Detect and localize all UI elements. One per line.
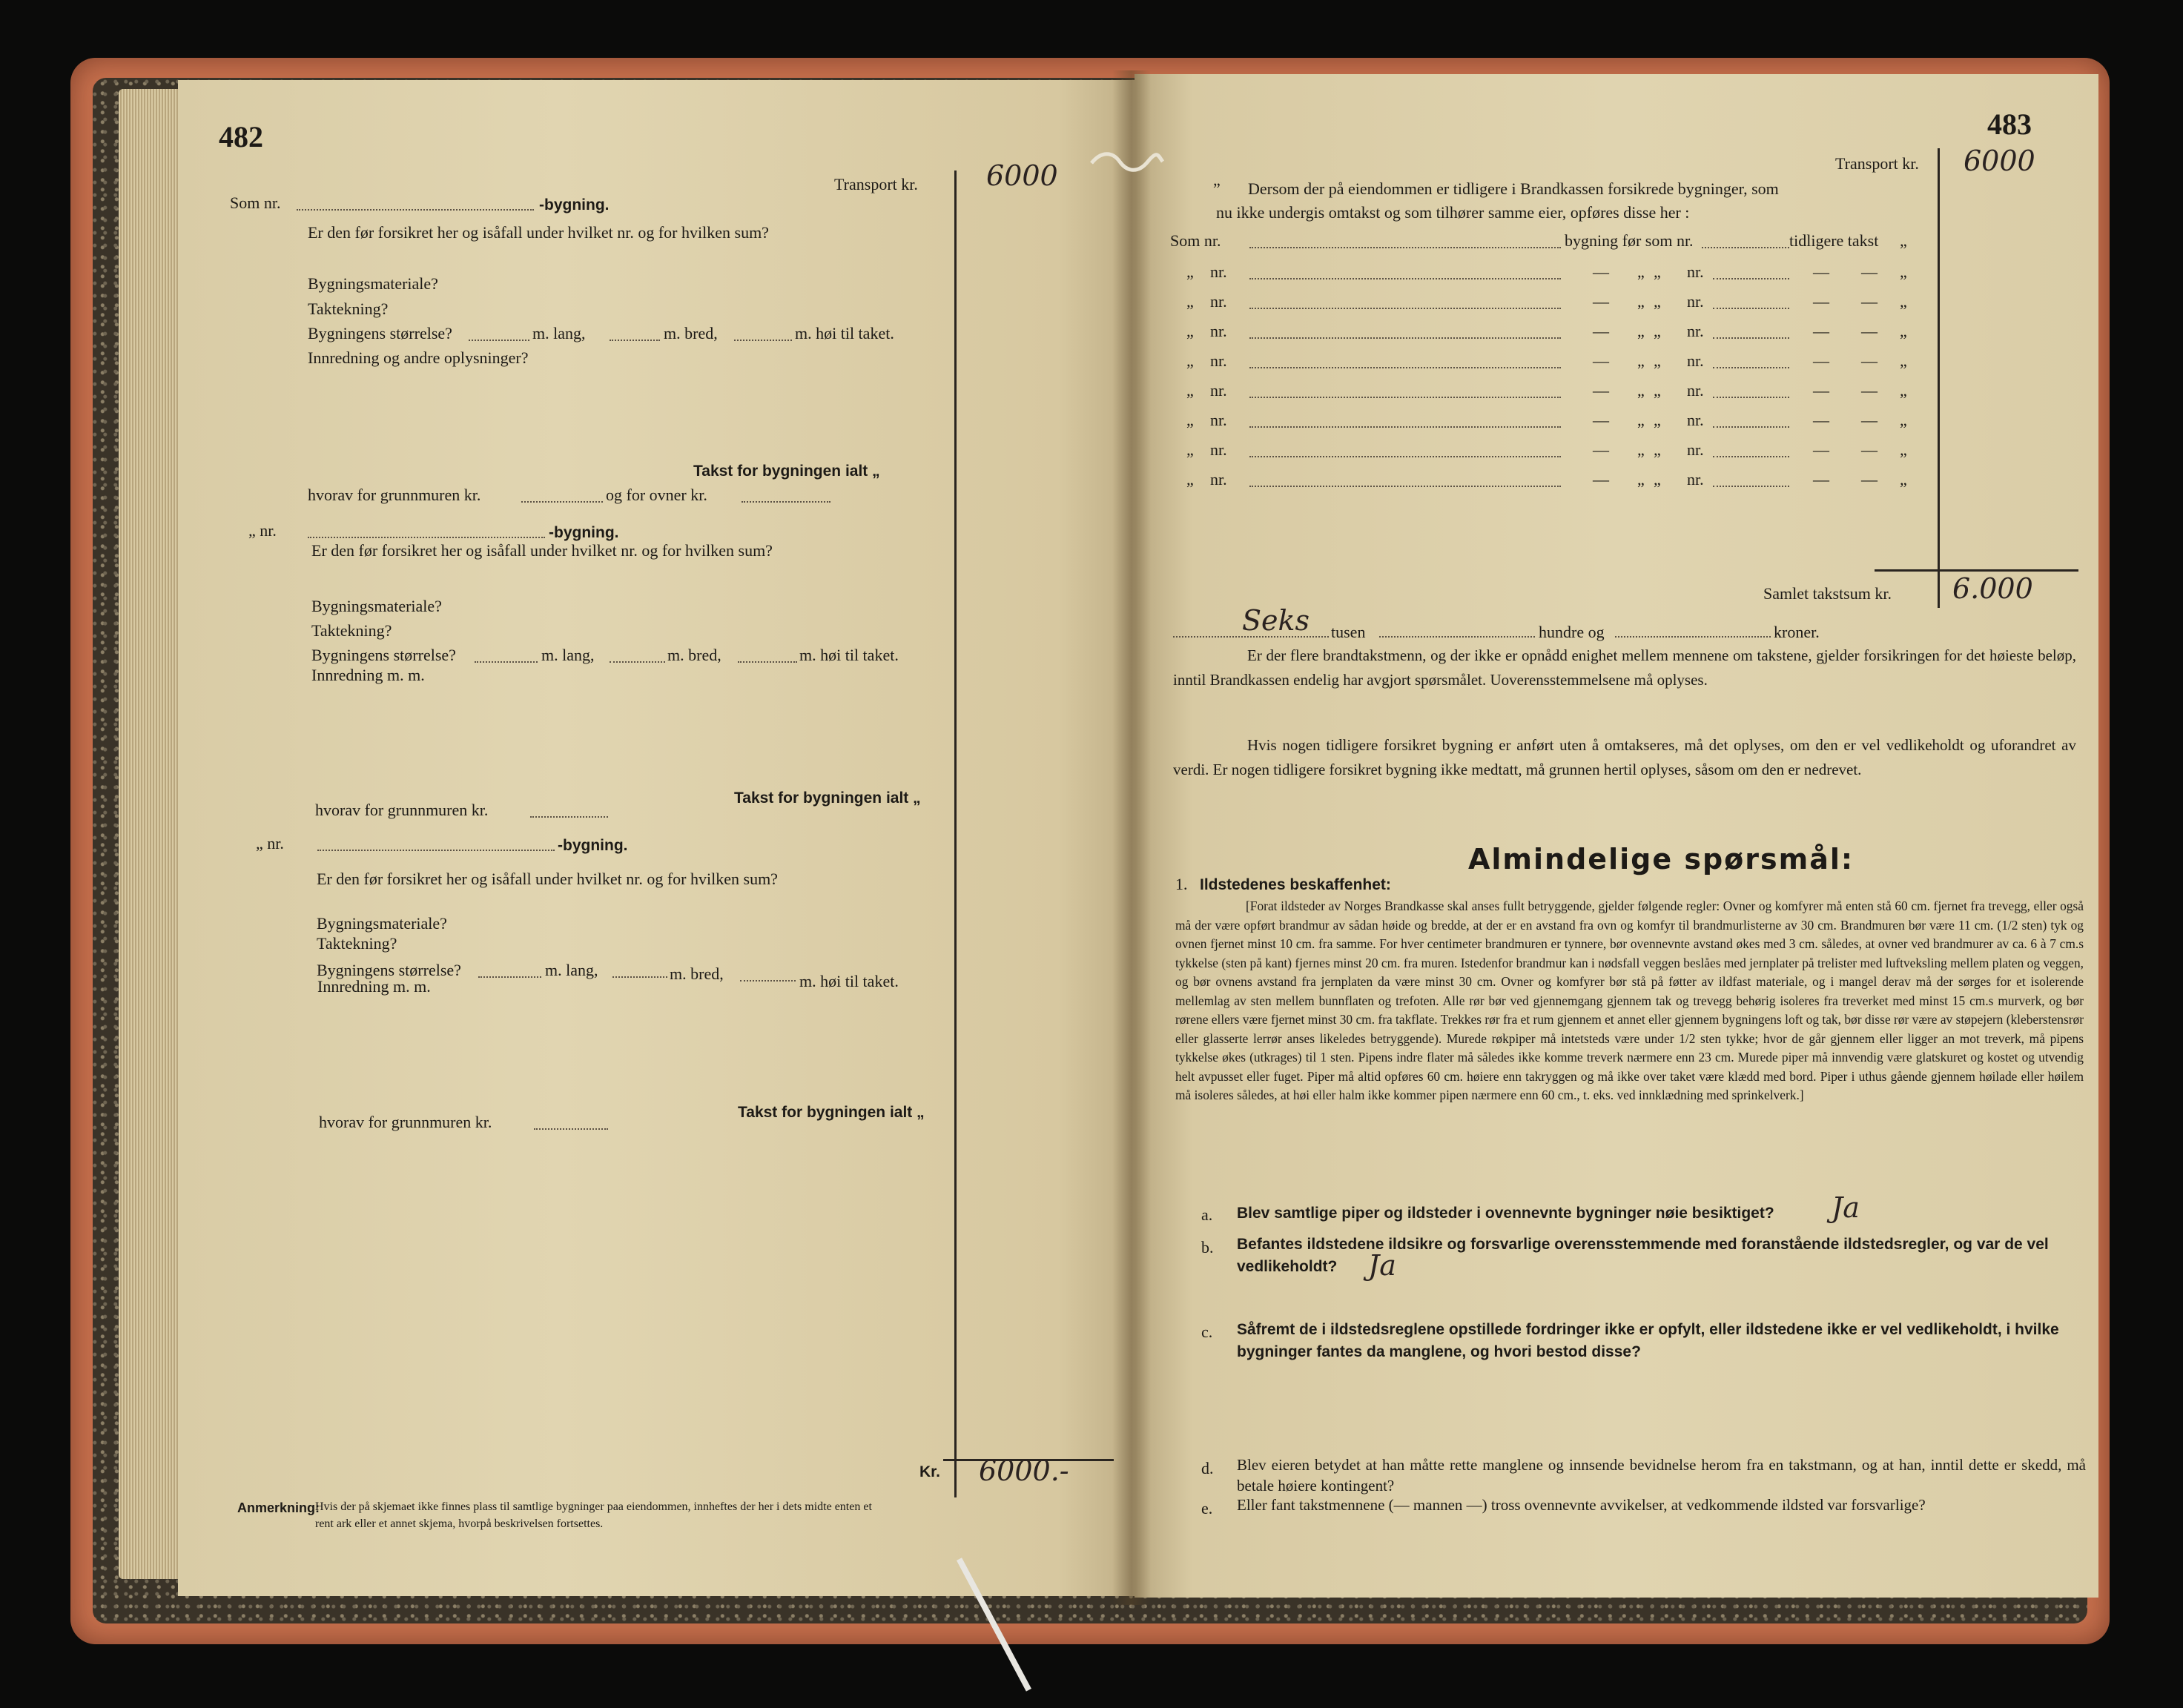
section1-question: Er den før forsikret her og isåfall under hvilket nr. og for hvilken sum?	[308, 223, 769, 242]
q1-number: 1.	[1175, 875, 1188, 893]
row-end: „	[1900, 381, 1907, 400]
dotted-field[interactable]	[1702, 247, 1789, 248]
binding-thread	[1090, 148, 1164, 178]
row-dash: —	[1813, 440, 1829, 459]
row-nr: nr.	[1687, 351, 1704, 370]
row-nr: nr.	[1687, 292, 1704, 311]
right-page	[1135, 74, 2098, 1598]
qb-answer: Ja	[1368, 1249, 1396, 1282]
dotted-field[interactable]	[1249, 247, 1561, 248]
row-end: „	[1900, 351, 1907, 370]
dotted-field[interactable]	[1713, 278, 1789, 279]
row-nr: nr.	[1210, 381, 1227, 400]
section1-m-lang: m. lang,	[532, 324, 586, 342]
qc-letter: c.	[1201, 1323, 1213, 1341]
dotted-field[interactable]	[1249, 397, 1561, 398]
section1-takt: Taktekning?	[308, 299, 389, 318]
row-nr: nr.	[1687, 440, 1704, 459]
row-quote: „	[1654, 351, 1661, 370]
row-quote: „	[1654, 411, 1661, 429]
row-dash: —	[1813, 470, 1829, 489]
dotted-field[interactable]	[734, 340, 792, 341]
row-end: „	[1900, 292, 1907, 311]
section3-prefix: „ nr.	[256, 834, 284, 853]
dotted-field[interactable]	[308, 537, 545, 538]
row-quote: „	[1637, 381, 1645, 400]
dotted-field[interactable]	[521, 501, 603, 503]
dotted-field[interactable]	[1713, 337, 1789, 339]
section1-bygning: -bygning.	[539, 196, 610, 214]
row-quote: „	[1654, 292, 1661, 311]
row-dash: —	[1593, 411, 1609, 429]
section3-m-hoi: m. høi til taket.	[799, 972, 899, 990]
dotted-field[interactable]	[1713, 308, 1789, 309]
row-nr: nr.	[1210, 322, 1227, 340]
samlet-label: Samlet takstsum kr.	[1763, 584, 1892, 603]
row-nr: nr.	[1687, 262, 1704, 281]
row-dash: —	[1861, 470, 1877, 489]
dotted-field[interactable]	[742, 501, 830, 503]
hundre-label: hundre og	[1539, 623, 1605, 641]
dotted-field[interactable]	[317, 850, 555, 851]
dotted-field[interactable]	[1713, 397, 1789, 398]
qb-text: Befantes ildstedene ildsikre og forsvarlige overensstemmende med foranstående ildstedsregler, og var de vel vedlikeholdt?	[1237, 1236, 2049, 1275]
row-quote: „	[1637, 470, 1645, 489]
dotted-field[interactable]	[475, 661, 538, 663]
dotted-field[interactable]	[1249, 367, 1561, 368]
row-dash: —	[1861, 322, 1877, 340]
row-som-nr: Som nr.	[1170, 231, 1221, 250]
row-quote: „	[1654, 440, 1661, 459]
row-quote: „	[1186, 292, 1194, 311]
dotted-field[interactable]	[530, 816, 608, 818]
row-quote: „	[1654, 322, 1661, 340]
paragraph-2: Hvis nogen tidligere forsikret bygning er anført uten å omtakseres, må det oplyses, om den er vel vedlikeholdt og uforandret av verdi. Er nogen tidligere forsikret bygning ikke medtatt, må grunnen hertil oplyses, såsom om den er nedrevet.	[1173, 736, 2076, 778]
row-end: „	[1900, 470, 1907, 489]
dotted-field[interactable]	[1379, 636, 1535, 638]
words-value: Seks	[1242, 604, 1310, 637]
qa-letter: a.	[1201, 1205, 1213, 1224]
row-dash: —	[1813, 292, 1829, 311]
row-dash: —	[1813, 322, 1829, 340]
anmerkning-label: Anmerkning:	[237, 1500, 320, 1515]
section3-m-lang: m. lang,	[545, 961, 598, 979]
row-quote: „	[1637, 292, 1645, 311]
quote-mark: „	[1213, 171, 1221, 189]
total-label-left: Kr.	[919, 1463, 941, 1480]
section1-materiale: Bygningsmateriale?	[308, 274, 438, 293]
row-nr: nr.	[1687, 411, 1704, 429]
row-quote: „	[1637, 440, 1645, 459]
section1-m-bred: m. bred,	[664, 324, 718, 342]
q1-body: [Forat ildsteder av Norges Brandkasse skal anses fullt betryggende, gjelder følgende regler: Ovner og komfyrer må enten stå 60 cm. fjernet fra trevegg, eller også må der være opført brandmur av sådan høide og bredde, at der er en avstand fra ovn og komfyr til brandmurlisterne av 30 cm. Brandmuren bør være 11 cm. (1/2 sten) tyk og ovnen fjernet minst 10 cm. fra samme. For hver centimeter brandmuren er tynnere, bør ovennevnte avstand økes med 3 cm. således, at ovner ved brandmurer av ca. 6 à 7 cm.s tykkelse (sten på kant) fjernes minst 20 cm. fra muren. Istedenfor brandmur kan i nødsfall veggen beslåes med jernplater på trelister med luftveksling mellem platen og veggen, og bør ovnens avstand fra jernplaten da være minst 30 cm. Ovner og komfyrer bør stå på føtter av ildfast materiale, og i mangel derav må der sørges for et isolerende mellemlag av sten mellem bunnflaten og trefoten. Alle rør bør ved gjennemgang gjennem tak og trevegg behørig isoleres fra treverket med minst 15 cm.s murverk, og bør rørene ellers være fjernet minst 30 cm. fra takflate. Trekkes rør fra et rum gjennem et annet eller gjennem bygningens loft og tak, bør disse rør være av støpejern (kleberstensrør eller glasserte lerrør anses likeledes betryggende). Murede røkpiper må intetsteds være under 1/2 sten tykke; hvor de går gjennem eller ligger an mot treverk, må pipens tykkelse økes (utkrages) til 1 sten. Pipens indre flater må således ikke komme treverk nærmere enn 23 cm. Murede piper må innvendig være glatskuret og kostet og utvendig helt avpusset eller fuget. Piper må altid opføres 60 cm. høiere enn takryggen og må ikke over taket være klædd med bord. Piper i uthus gående gjennem høilade eller høilem må isoleres således, at høi eller halm ikke kommer pipen nærmere enn 60 cm., t. eks. ved innklædning med sprinkelverk.]	[1175, 898, 2084, 1102]
section2-m-lang: m. lang,	[541, 646, 595, 664]
dotted-field[interactable]	[1249, 426, 1561, 428]
row-dash: —	[1593, 351, 1609, 370]
row-dash: —	[1861, 262, 1877, 281]
section2-takt: Taktekning?	[311, 621, 392, 640]
row-dash: —	[1813, 262, 1829, 281]
row-quote: „	[1186, 262, 1194, 281]
section2-m-bred: m. bred,	[667, 646, 721, 664]
page-number-right: 483	[1987, 107, 2032, 141]
row-dash: —	[1593, 322, 1609, 340]
row-nr: nr.	[1687, 470, 1704, 489]
dotted-field[interactable]	[610, 340, 660, 341]
section1-prefix: Som nr.	[230, 193, 281, 212]
row-nr: nr.	[1687, 381, 1704, 400]
qa-answer: Ja	[1832, 1191, 1860, 1224]
dotted-field[interactable]	[740, 980, 796, 982]
section3-question: Er den før forsikret her og isåfall under hvilket nr. og for hvilken sum?	[317, 870, 778, 888]
row-quote: „	[1186, 322, 1194, 340]
dotted-field[interactable]	[1249, 337, 1561, 339]
row-nr: nr.	[1210, 351, 1227, 370]
q1-title: Ildstedenes beskaffenhet:	[1200, 876, 1391, 893]
row-tidligere-takst: tidligere takst	[1789, 231, 1879, 250]
qd-letter: d.	[1201, 1459, 1214, 1477]
section2-storrelse: Bygningens størrelse?	[311, 646, 456, 664]
section1-m-hoi: m. høi til taket.	[795, 324, 894, 342]
row-quote: „	[1637, 262, 1645, 281]
page-number-left: 482	[219, 120, 263, 153]
section-heading: Almindelige spørsmål:	[1468, 843, 1855, 875]
row-dash: —	[1861, 411, 1877, 429]
dotted-field[interactable]	[612, 976, 667, 978]
section3-hvorav: hvorav for grunnmuren kr.	[319, 1113, 492, 1131]
transport-value-left: 6000	[986, 159, 1058, 192]
tusen-label: tusen	[1331, 623, 1366, 641]
row-end: „	[1900, 262, 1907, 281]
section2-m-hoi: m. høi til taket.	[799, 646, 899, 664]
kroner-label: kroner.	[1774, 623, 1820, 641]
transport-label-left: Transport kr.	[834, 175, 918, 193]
dotted-field[interactable]	[469, 340, 529, 341]
section2-question: Er den før forsikret her og isåfall under hvilket nr. og for hvilken sum?	[311, 541, 773, 560]
row-dash: —	[1861, 381, 1877, 400]
section3-m-bred: m. bred,	[670, 964, 724, 983]
anmerkning-text-2: rent ark eller et annet skjema, hvorpå beskrivelsen fortsettes.	[315, 1517, 604, 1530]
row-quote: „	[1654, 470, 1661, 489]
row-bygning-for: bygning før som nr.	[1565, 231, 1694, 250]
section3-innredning: Innredning m. m.	[317, 977, 431, 996]
row-end: „	[1900, 411, 1907, 429]
row-end: „	[1900, 440, 1907, 459]
row-dash: —	[1861, 292, 1877, 311]
intro-line-2: nu ikke undergis omtakst og som tilhører samme eier, opføres disse her :	[1216, 203, 1690, 222]
row-dash: —	[1813, 351, 1829, 370]
section3-takt: Taktekning?	[317, 934, 397, 953]
row-dash: —	[1861, 440, 1877, 459]
row-nr: nr.	[1687, 322, 1704, 340]
section3-bygning: -bygning.	[558, 837, 628, 854]
dotted-field[interactable]	[1713, 456, 1789, 457]
section1-ovner: og for ovner kr.	[606, 486, 707, 504]
samlet-value: 6.000	[1952, 572, 2033, 605]
section2-innredning: Innredning m. m.	[311, 666, 425, 684]
row-dash: —	[1593, 381, 1609, 400]
dotted-field[interactable]	[1249, 308, 1561, 309]
dotted-field[interactable]	[1713, 486, 1789, 487]
section1-hvorav: hvorav for grunnmuren kr.	[308, 486, 481, 504]
section2-prefix: „ nr.	[248, 521, 277, 540]
qa-text: Blev samtlige piper og ildsteder i ovennevnte bygninger nøie besiktiget?	[1237, 1205, 1774, 1222]
row-nr: nr.	[1210, 411, 1227, 429]
qb-letter: b.	[1201, 1238, 1214, 1257]
book-spine	[1112, 70, 1151, 1605]
section2-materiale: Bygningsmateriale?	[311, 597, 442, 615]
qc-text: Såfremt de i ildstedsreglene opstillede fordringer ikke er opfylt, eller ildstedene ikke er vel vedlikeholdt, i hvilke bygninger fantes da manglene, og hvori bestod disse?	[1237, 1321, 2059, 1360]
section2-bygning: -bygning.	[549, 524, 619, 541]
qe-letter: e.	[1201, 1499, 1213, 1517]
transport-label-right: Transport kr.	[1835, 154, 1919, 173]
amount-column-rule-left	[954, 171, 957, 1497]
dotted-field[interactable]	[1615, 636, 1771, 638]
dotted-field[interactable]	[1713, 426, 1789, 428]
row-quote: „	[1654, 381, 1661, 400]
paragraph-1: Er der flere brandtakstmenn, og der ikke er opnådd enighet mellem mennene om takstene, gjelder forsikringen for det høieste beløp, inntil Brandkassen endelig har avgjort spørsmålet. Uoverensstemmelsene må oplyses.	[1173, 646, 2076, 689]
row-dash: —	[1593, 470, 1609, 489]
section2-hvorav: hvorav for grunnmuren kr.	[315, 801, 489, 819]
row-quote: „	[1637, 351, 1645, 370]
row-dash: —	[1813, 381, 1829, 400]
section1-takst: Takst for bygningen ialt „	[693, 463, 880, 480]
row-quote: „	[1186, 440, 1194, 459]
dotted-field[interactable]	[1249, 456, 1561, 457]
anmerkning-text-1: Hvis der på skjemaet ikke finnes plass til samtlige bygninger paa eiendommen, innheftes der her i dets midte enten et	[315, 1500, 872, 1513]
row-quote: „	[1186, 470, 1194, 489]
row-nr: nr.	[1210, 292, 1227, 311]
row-quote: „	[1637, 411, 1645, 429]
row-dash: —	[1813, 411, 1829, 429]
row-quote: „	[1186, 381, 1194, 400]
section1-storrelse: Bygningens størrelse?	[308, 324, 452, 342]
dotted-field[interactable]	[1249, 278, 1561, 279]
row-end: „	[1900, 231, 1907, 250]
row-nr: nr.	[1210, 440, 1227, 459]
section1-innredning: Innredning og andre oplysninger?	[308, 348, 529, 367]
dotted-field[interactable]	[610, 661, 665, 663]
transport-value-right: 6000	[1964, 145, 2035, 177]
dotted-field[interactable]	[478, 976, 541, 978]
dotted-field[interactable]	[297, 209, 534, 211]
section3-takst: Takst for bygningen ialt „	[738, 1104, 925, 1121]
row-dash: —	[1593, 440, 1609, 459]
row-quote: „	[1637, 322, 1645, 340]
intro-line-1: Dersom der på eiendommen er tidligere i Brandkassen forsikrede bygninger, som	[1248, 179, 1779, 198]
sum-rule	[1875, 569, 2078, 572]
dotted-field[interactable]	[534, 1128, 608, 1130]
qd-text: Blev eieren betydet at han måtte rette manglene og innsende bevidnelse herom fra en takstmann, og at han, inntil dette er skedd, må betale høiere kontingent?	[1237, 1456, 2086, 1494]
row-dash: —	[1861, 351, 1877, 370]
row-quote: „	[1654, 262, 1661, 281]
section2-takst: Takst for bygningen ialt „	[734, 790, 921, 807]
total-value-left: 6000.-	[979, 1454, 1069, 1487]
dotted-field[interactable]	[738, 661, 797, 663]
section3-materiale: Bygningsmateriale?	[317, 914, 447, 933]
row-dash: —	[1593, 292, 1609, 311]
row-end: „	[1900, 322, 1907, 340]
section3-storrelse: Bygningens størrelse?	[317, 961, 461, 979]
row-nr: nr.	[1210, 262, 1227, 281]
row-quote: „	[1186, 411, 1194, 429]
amount-column-rule-right	[1938, 148, 1940, 608]
page-edges	[119, 89, 185, 1579]
qe-text: Eller fant takstmennene (— mannen —) tross ovennevnte avvikelser, at vedkommende ildsted var forsvarlige?	[1237, 1496, 1926, 1514]
row-dash: —	[1593, 262, 1609, 281]
row-quote: „	[1186, 351, 1194, 370]
dotted-field[interactable]	[1713, 367, 1789, 368]
row-nr: nr.	[1210, 470, 1227, 489]
dotted-field[interactable]	[1249, 486, 1561, 487]
